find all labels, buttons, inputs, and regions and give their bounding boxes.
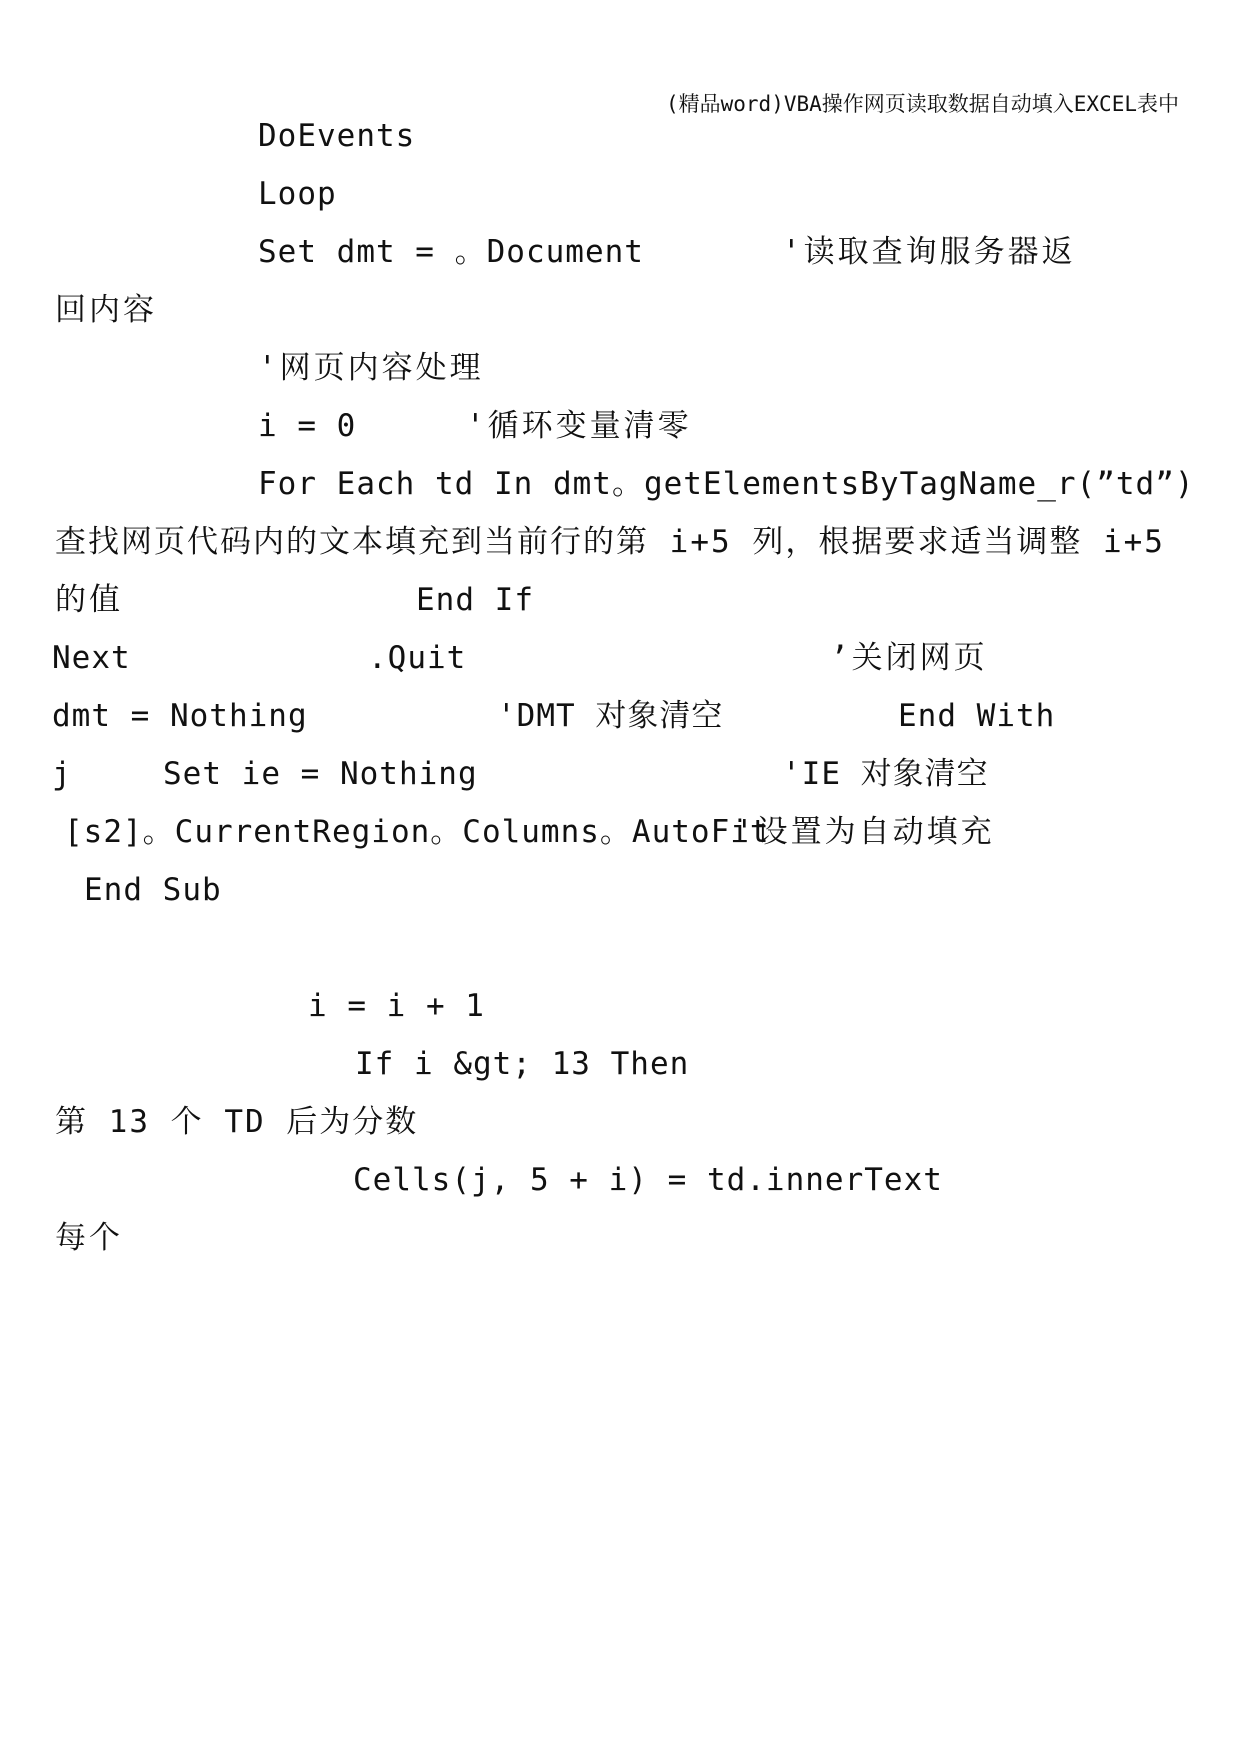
code-autofit: [s2]。CurrentRegion。Columns。AutoFit — [64, 814, 770, 850]
code-next: Next — [52, 640, 131, 676]
code-set-ie-nothing: Set ie = Nothing — [163, 756, 478, 792]
comment-value: 的值 — [55, 582, 123, 618]
comment-loop-clear: '循环变量清零 — [466, 408, 692, 444]
code-i-zero: i = 0 — [258, 408, 357, 444]
code-set-dmt: Set dmt = 。Document — [258, 234, 644, 270]
code-quit: .Quit — [368, 640, 467, 676]
code-for-each: For Each td In dmt。getElementsByTagName_r(”td”) — [258, 466, 1195, 502]
comment-close-page: ’关闭网页 — [830, 640, 988, 676]
code-end-sub: End Sub — [84, 872, 222, 908]
code-doevents: DoEvents — [258, 118, 416, 154]
comment-autofit: '设置为自动填充 — [735, 814, 995, 850]
comment-after-td13: 第 13 个 TD 后为分数 — [55, 1104, 419, 1140]
comment-find-text: 查找网页代码内的文本填充到当前行的第 i+5 列，根据要求适当调整 i+5 — [55, 524, 1165, 560]
comment-page-process: '网页内容处理 — [258, 350, 484, 386]
code-dmt-nothing: dmt = Nothing — [52, 698, 308, 734]
code-if-then: If i &gt; 13 Then — [355, 1046, 690, 1082]
comment-read-server-cont: 回内容 — [55, 292, 157, 328]
code-end-with: End With — [898, 698, 1056, 734]
page-header: (精品word)VBA操作网页读取数据自动填入EXCEL表中 — [665, 92, 1179, 116]
comment-ie-clear: 'IE 对象清空 — [782, 756, 989, 792]
code-cells-assign: Cells(j, 5 + i) = td.innerText — [353, 1162, 943, 1198]
code-loop: Loop — [258, 176, 337, 212]
comment-read-server: '读取查询服务器返 — [782, 234, 1076, 270]
code-j: j — [52, 756, 72, 792]
comment-each: 每个 — [55, 1220, 123, 1256]
code-end-if: End If — [416, 582, 534, 618]
code-i-increment: i = i + 1 — [308, 988, 485, 1024]
comment-dmt-clear: 'DMT 对象清空 — [497, 698, 724, 734]
